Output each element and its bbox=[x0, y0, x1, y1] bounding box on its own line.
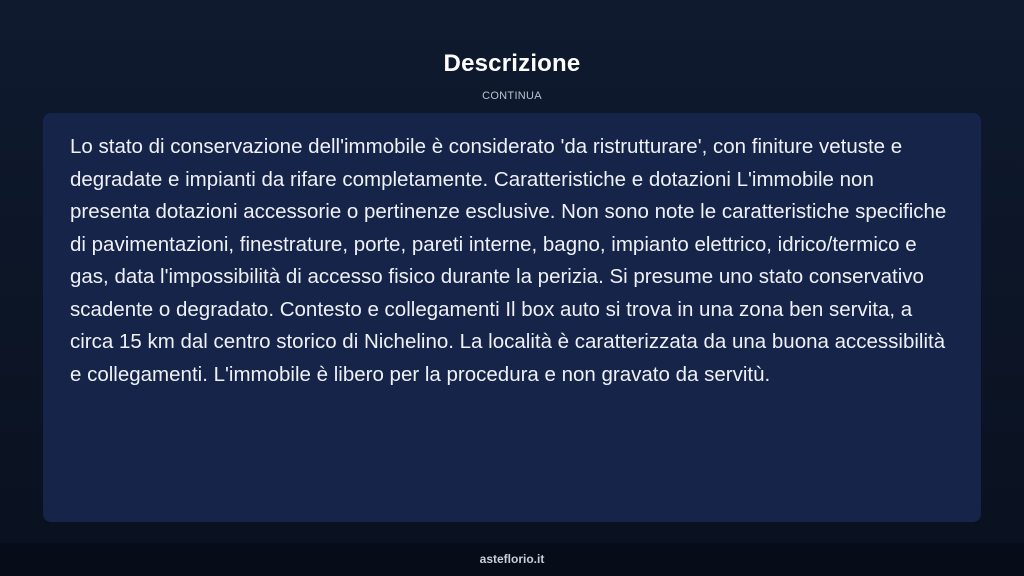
description-card bbox=[43, 113, 981, 522]
continua-label: CONTINUA bbox=[482, 90, 542, 102]
footer-bar bbox=[0, 543, 1024, 576]
description-text: Lo stato di conservazione dell'immobile è considerato 'da ristrutturare', con finiture vetuste e degradate e impianti da rifare completamente. Caratteristiche e dotazioni L'immobile non presenta dotazioni accessorie o pertinenze esclusive. Non sono note le caratteristiche specifiche di pavimentazioni, finestrature, porte, pareti interne, bagno, impianto elettrico, idrico/termico e gas, data l'impossibilità di accesso fisico durante la perizia. Si presume uno stato conservativo scadente o degradato. Contesto e collegamenti Il box auto si trova in una zona ben servita, a circa 15 km dal centro storico di Nichelino. La località è caratterizzata da una buona accessibilità e collegamenti. L'immobile è libero per la procedura e non gravato da servitù. bbox=[70, 135, 947, 386]
footer-site-label: asteflorio.it bbox=[479, 552, 545, 566]
page-title: Descrizione bbox=[443, 50, 581, 77]
